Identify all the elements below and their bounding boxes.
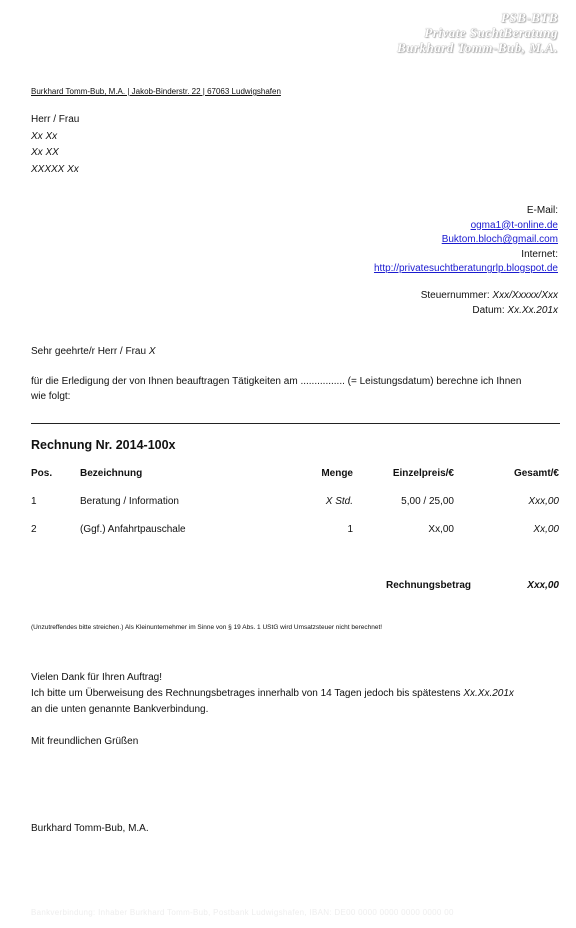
payment-deadline: Xx.Xx.201x: [463, 688, 514, 699]
row-1-pos: 1: [31, 496, 37, 507]
bank-reference-line: an die unten genannte Bankverbindung.: [31, 704, 209, 715]
recipient-city: XXXXX Xx: [31, 163, 79, 175]
invoice-meta: [421, 289, 558, 318]
row-2-unit-price: Xx,00: [428, 524, 454, 535]
closing-greeting: Mit freundlichen Grüßen: [31, 736, 139, 747]
intro-line-1: für die Erledigung der von Ihnen beauftragen Tätigkeiten am ................ (= Leistungsdatum) berechne ich Ihnen: [31, 376, 522, 387]
invoice-title: Rechnung Nr. 2014-100x: [31, 438, 176, 452]
row-1-description: Beratung / Information: [80, 496, 179, 507]
row-2-pos: 2: [31, 524, 37, 535]
contact-block: [374, 204, 558, 277]
row-1-unit-price: 5,00 / 25,00: [401, 496, 454, 507]
header-description: Bezeichnung: [80, 468, 143, 479]
recipient-address: [31, 112, 79, 178]
recipient-street: Xx XX: [31, 147, 59, 158]
salutation-name: X: [148, 346, 156, 357]
email-label: E-Mail:: [526, 205, 558, 216]
row-1-total: Xxx,00: [528, 496, 559, 507]
tax-number-label: Steuernummer:: [420, 290, 490, 301]
intro-paragraph: [31, 374, 561, 404]
row-2-description: (Ggf.) Anfahrtpauschale: [80, 524, 186, 535]
internet-label: Internet:: [521, 248, 558, 260]
divider-line: [31, 423, 560, 424]
signature-name: Burkhard Tomm-Bub, M.A.: [31, 823, 149, 834]
row-1-quantity: X Std.: [325, 496, 353, 507]
header-unit-price: Einzelpreis/€: [392, 468, 454, 479]
logo-line-1: PSB-BTB: [501, 10, 558, 25]
header-total: Gesamt/€: [513, 468, 559, 479]
recipient-name: Xx Xx: [31, 130, 58, 142]
invoice-sum-label: Rechnungsbetrag: [386, 580, 472, 591]
thanks-line: Vielen Dank für Ihren Auftrag!: [31, 672, 163, 683]
logo-line-3: Burkhard Tomm-Bub, M.A.: [397, 40, 558, 55]
payment-line: [31, 686, 514, 702]
row-2-quantity: 1: [347, 524, 353, 535]
invoice-sum-value: Xxx,00: [527, 580, 559, 591]
recipient-title: Herr / Frau: [31, 114, 80, 125]
email-link-2[interactable]: Buktom.bloch@gmail.com: [441, 234, 558, 245]
tax-number-row: [421, 289, 558, 304]
date-label: Datum:: [472, 304, 505, 316]
bank-details-footer: Bankverbindung: Inhaber Burkhard Tomm-Bub, Postbank Ludwigshafen, IBAN: DE00 0000 0000 0000 0000 00: [31, 908, 454, 917]
salutation: [31, 346, 156, 357]
date-value: Xx.Xx.201x: [507, 304, 558, 316]
date-row: [421, 304, 558, 319]
payment-request: [31, 670, 514, 718]
website-link[interactable]: http://privatesuchtberatungrlp.blogspot.de: [373, 263, 558, 274]
payment-line-text: Ich bitte um Überweisung des Rechnungsbetrages innerhalb von 14 Tagen jedoch bis spätestens: [31, 688, 461, 699]
row-2-total: Xx,00: [533, 524, 559, 535]
email-link-1[interactable]: ogma1@t-online.de: [470, 219, 558, 231]
salutation-text: Sehr geehrte/r Herr / Frau: [31, 346, 147, 357]
sender-address-line: Burkhard Tomm-Bub, M.A. | Jakob-Binderstr. 22 | 67063 Ludwigshafen: [31, 87, 281, 96]
logo-line-2: Private SuchtBeratung: [424, 25, 558, 40]
header-pos: Pos.: [31, 468, 53, 479]
tax-footnote: (Unzutreffendes bitte streichen.) Als Kleinunternehmer im Sinne von § 19 Abs. 1 UStG wird Umsatzsteuer nicht berechnet!: [31, 624, 383, 631]
tax-number-value: Xxx/Xxxxx/Xxx: [492, 290, 558, 301]
company-logo: [397, 10, 558, 55]
intro-line-2: wie folgt:: [31, 391, 71, 402]
header-quantity: Menge: [321, 468, 353, 479]
